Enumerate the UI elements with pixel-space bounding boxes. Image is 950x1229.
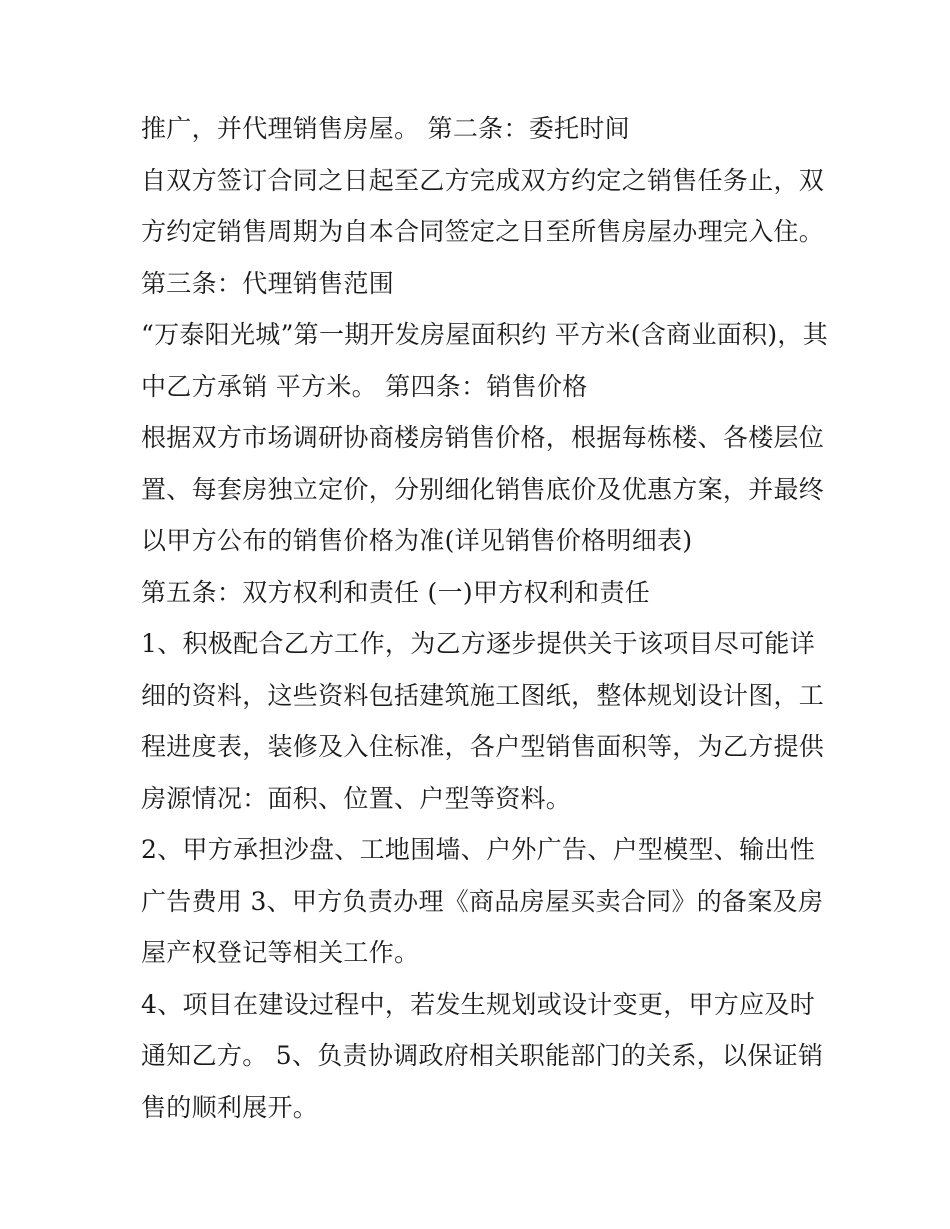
text-line: 自双方签订合同之日起至乙方完成双方约定之销售任务止，双 (141, 165, 825, 195)
text-line: “万泰阳光城”第一期开发房屋面积约 平方米(含商业面积)，其 (141, 320, 829, 349)
text-line: 屋产权登记等相关工作。 (141, 938, 420, 967)
text-line: 置、每套房独立定价，分别细化销售底价及优惠方案，并最终 (141, 474, 825, 504)
document-body (141, 103, 829, 1133)
text-line: 通知乙方。 5、负责协调政府相关职能部门的关系，以保证销 (141, 1041, 824, 1070)
text-line: 以甲方公布的销售价格为准(详见销售价格明细表) (141, 526, 693, 555)
text-line: 售的顺利展开。 (141, 1092, 319, 1122)
text-line: 根据双方市场调研协商楼房销售价格，根据每栋楼、各楼层位 (141, 423, 825, 452)
text-line: 程进度表，装修及入住标准，各户型销售面积等，为乙方提供 (141, 732, 825, 761)
text-line: 细的资料，这些资料包括建筑施工图纸，整体规划设计图，工 (141, 680, 825, 710)
text-line: 推广，并代理销售房屋。 第二条：委托时间 (141, 114, 630, 143)
text-line: 房源情况：面积、位置、户型等资料。 (141, 783, 572, 813)
text-line: 中乙方承销 平方米。 第四条：销售价格 (141, 371, 588, 401)
section-heading: 第五条：双方权利和责任 (一)甲方权利和责任 (141, 577, 651, 607)
text-line: 方约定销售周期为自本合同签定之日至所售房屋办理完入住。 (141, 217, 825, 246)
text-line: 2、甲方承担沙盘、工地围墙、户外广告、户型模型、输出性 (141, 835, 816, 864)
text-line: 1、积极配合乙方工作，为乙方逐步提供关于该项目尽可能详 (141, 629, 816, 658)
section-heading: 第三条：代理销售范围 (141, 268, 395, 298)
text-line: 4、项目在建设过程中，若发生规划或设计变更，甲方应及时 (141, 989, 816, 1019)
text-line: 广告费用 3、甲方负责办理《商品房屋买卖合同》的备案及房 (141, 886, 824, 916)
